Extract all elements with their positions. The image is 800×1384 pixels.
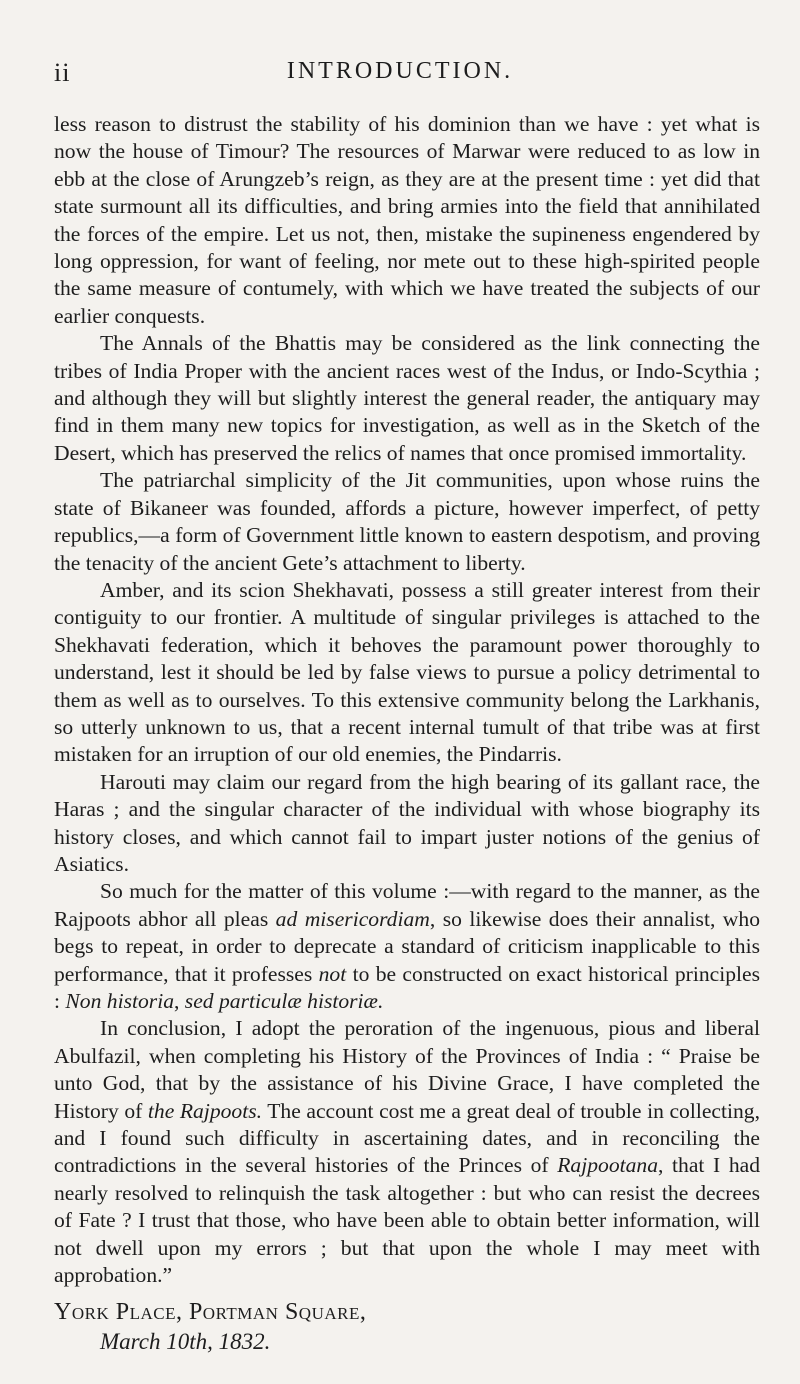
body-text <box>54 111 760 1357</box>
paragraph-2: The Annals of the Bhattis may be considered as the link connecting the tribes of India Proper with the ancient races west of the Indus, or Indo-Scythia ; and although they will but slightly interest the general reader, the antiquary may find in them many new topics for investigation, as well as in the Sketch of the Desert, which has preserved the relics of names that once promised immortality. <box>54 331 760 465</box>
italic-phrase: not <box>318 961 347 986</box>
signature-block <box>54 1297 760 1357</box>
text-run: , that I had nearly resolved to relinquish the task altogether : but who can resist the decrees of Fate ? I trust that those, who have been able to obtain better information, will not dwell upon my errors ; but that upon the whole I may meet with approbation.” <box>54 1153 760 1288</box>
italic-phrase: sed particulæ historiæ. <box>184 989 384 1013</box>
italic-phrase: Rajpootana <box>557 1153 659 1178</box>
paragraph-3: The patriarchal simplicity of the Jit communities, upon whose ruins the state of Bikaneer was founded, affords a picture, however imperfect, of petty republics,—a form of Government little known to eastern despotism, and proving the tenacity of the ancient Gete’s attachment to liberty. <box>54 468 760 575</box>
paragraph-7 <box>54 1015 760 1289</box>
signature-date: March 10th, 1832. <box>100 1329 271 1355</box>
paragraph-1: less reason to distrust the stability of his dominion than we have : yet what is now the house of Timour? The resources of Marwar were reduced to as low in ebb at the close of Arungzeb’s reign, as they are at the present time : yet did that state surmount all its difficulties, and bring armies into the field that annihilated the forces of the empire. Let us not, then, mistake the supineness engendered by long oppression, for want of feeling, nor mete out to these high-spirited people the same measure of contumely, with which we have treated the subjects of our earlier conquests. <box>54 112 760 328</box>
signature-address: York Place, Portman Square, <box>54 1299 367 1326</box>
paragraph-4: Amber, and its scion Shekhavati, possess a still greater interest from their contiguity to our frontier. A multitude of singular privileges is attached to the Shekhavati federation, which it behoves the paramount power thoroughly to understand, lest it should be led by false views to pursue a policy detrimental to them as well as to ourselves. To this extensive community belong the Larkhanis, so utterly unknown to us, that a recent internal tumult of that tribe was at first mistaken for an irruption of our old enemies, the Pindarris. <box>54 577 760 767</box>
italic-phrase: Non historia <box>65 989 174 1013</box>
text-run: So much for the matter of this volume :—with regard to the manner, as the Rajpoots abhor all pleas <box>54 879 760 931</box>
paragraph-6 <box>54 878 760 1015</box>
text-run: In conclusion, I adopt the peroration of the ingenuous, pious and liberal Abulfazil, when completing his History of the Provinces of India : “ Praise be unto God, that by the assistance of his Divine Grace, I have completed the History of <box>54 1016 760 1123</box>
paragraph-5: Harouti may claim our regard from the high bearing of its gallant race, the Haras ; and the singular character of the individual with whose biography its history closes, and which cannot fail to impart juster notions of the genius of Asiatics. <box>54 769 760 876</box>
text-run: to be constructed on exact historical principles : <box>54 961 761 1013</box>
running-head: INTRODUCTION. <box>286 58 514 84</box>
text-run: The account cost me a great deal of trouble in collecting, and I found such difficulty in ascertaining dates, and in reconciling the contradictions in the several histories of the Princes of <box>54 1098 760 1178</box>
page-header <box>0 58 800 98</box>
page-number: ii <box>54 58 71 87</box>
text-run: , <box>174 989 185 1013</box>
text-run: , so likewise does their annalist, who begs to repeat, in order to deprecate a standard of criticism inapplicable to this performance, that it professes <box>54 906 760 986</box>
italic-phrase: the Rajpoots. <box>147 1098 263 1123</box>
italic-phrase: ad misericordiam <box>275 906 430 931</box>
